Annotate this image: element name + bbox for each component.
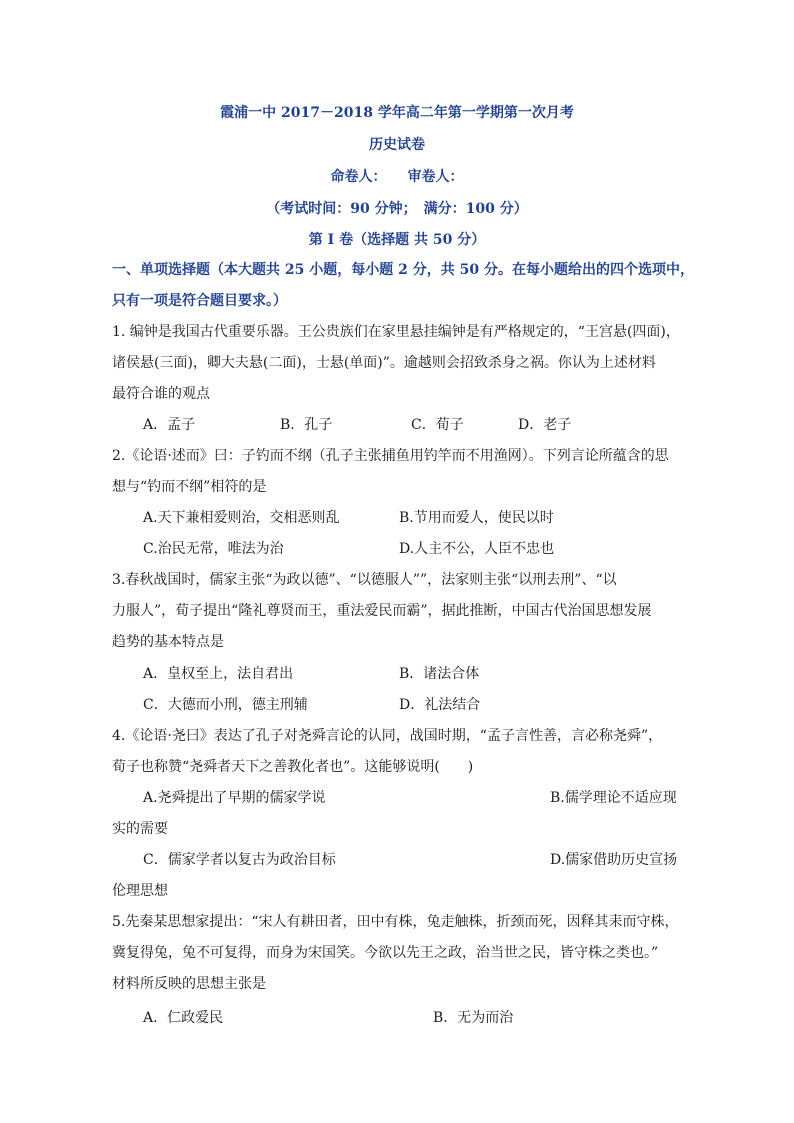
q5-option-b: B．无为而治	[433, 1010, 514, 1026]
q4-option-b: B.儒学理论不适应现	[550, 790, 677, 806]
q4-option-a: A.尧舜提出了早期的儒家学说	[143, 790, 326, 806]
q3-option-b: B．诸法合体	[399, 666, 480, 682]
author-line: 命卷人： 审卷人：	[330, 169, 464, 185]
q2-stem-line2: 想与“钓而不纲”相符的是	[112, 479, 267, 495]
exam-info: （考试时间：90 分钟； 满分：100 分）	[266, 201, 528, 217]
q5-stem-line3: 材料所反映的思想主张是	[112, 976, 266, 992]
exam-title: 霞浦一中 2017－2018 学年高二年第一学期第一次月考	[220, 105, 574, 121]
q1-option-c: C．荀子	[411, 417, 464, 433]
q2-option-c: C.治民无常，唯法为治	[143, 541, 284, 557]
q4-stem-line1: 4.《论语·尧曰》表达了孔子对尧舜言论的认同，战国时期，“孟子言性善，言必称尧舜”，	[112, 728, 663, 744]
q4-stem-line2: 荀子也称赞“尧舜者天下之善教化者也”。这能够说明( )	[112, 759, 474, 775]
q1-stem-line3: 最符合谁的观点	[112, 386, 210, 402]
q3-stem-line2: 力服人”，荀子提出“隆礼尊贤而王，重法爱民而霸”，据此推断，中国古代治国思想发展	[112, 603, 652, 619]
q5-option-a: A．仁政爱民	[143, 1010, 224, 1026]
q1-option-b: B．孔子	[280, 417, 333, 433]
subject-title: 历史试卷	[369, 137, 425, 153]
section-instructions-line2: 只有一项是符合题目要求。）	[112, 293, 287, 309]
q4-option-c: C．儒家学者以复古为政治目标	[143, 852, 336, 868]
q3-stem-line1: 3.春秋战国时，儒家主张“为政以德”、“以德服人””，法家则主张“以刑去刑”、“以	[112, 572, 617, 588]
q2-stem-line1: 2.《论语·述而》曰：子钓而不纲（孔子主张捕鱼用钓竿而不用渔网）。下列言论所蕴含的思	[112, 448, 669, 464]
q3-stem-line3: 趋势的基本特点是	[112, 634, 224, 650]
part-title: 第 I 卷（选择题 共 50 分）	[308, 232, 486, 248]
q5-stem-line2: 冀复得兔，兔不可复得，而身为宋国笑。今欲以先王之政，治当世之民，皆守株之类也。”	[112, 945, 659, 961]
q3-option-c: C．大德而小刑，德主刑辅	[143, 697, 308, 713]
q4-option-d: D.儒家借助历史宣扬	[550, 852, 678, 868]
q1-option-d: D．老子	[518, 417, 572, 433]
q1-stem-line2: 诸侯悬(三面)，卿大夫悬(二面)，士悬(单面)”。逾越则会招致杀身之祸。你认为上述材料	[112, 355, 656, 371]
section-instructions-line1: 一、单项选择题（本大题共 25 小题，每小题 2 分，共 50 分。在每小题给出的四个选项中，	[112, 262, 694, 278]
q1-option-a: A．孟子	[143, 417, 196, 433]
q3-option-d: D．礼法结合	[399, 697, 481, 713]
q2-option-a: A.天下兼相爱则治，交相恶则乱	[143, 510, 340, 526]
q4-option-b-continued: 实的需要	[112, 821, 168, 837]
q5-stem-line1: 5.先秦某思想家提出：“宋人有耕田者，田中有株，兔走触株，折颈而死，因释其耒而守株，	[112, 914, 679, 930]
q2-option-b: B.节用而爱人，使民以时	[399, 510, 554, 526]
q2-option-d: D.人主不公，人臣不忠也	[399, 541, 555, 557]
q4-option-d-continued: 伦理思想	[112, 883, 168, 899]
q3-option-a: A．皇权至上，法自君出	[143, 666, 294, 682]
q1-stem-line1: 1. 编钟是我国古代重要乐器。王公贵族们在家里悬挂编钟是有严格规定的，“王宫悬(四面)，	[112, 324, 680, 340]
